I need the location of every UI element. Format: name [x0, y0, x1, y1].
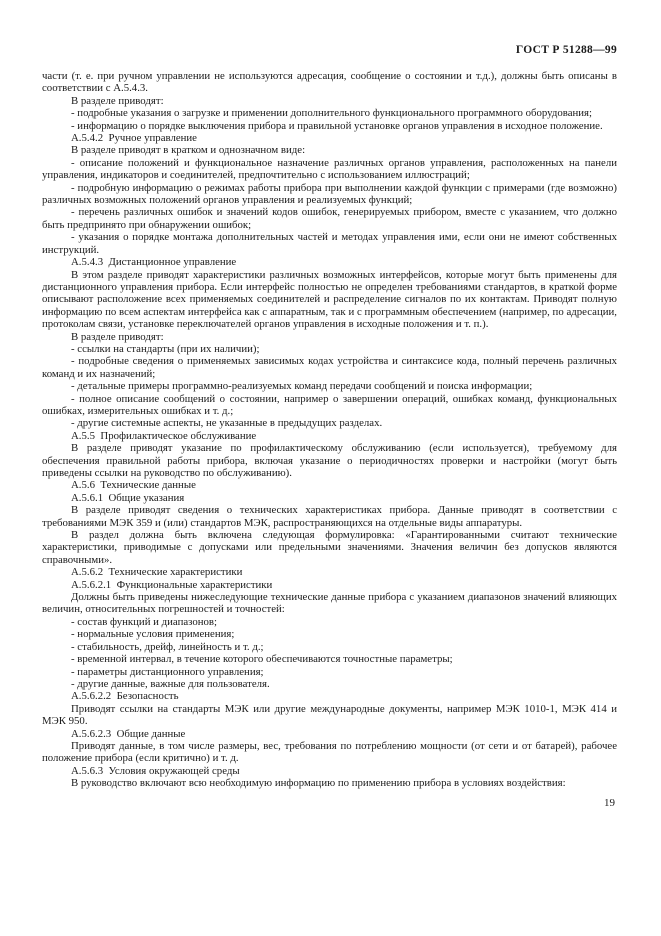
paragraph: Должны быть приведены нижеследующие технические данные прибора с указанием диапазонов значений влияющих величин, относительных погрешностей и точностей: [42, 591, 617, 616]
list-item: - описание положений и функциональное назначение различных органов управления, расположенных на панели управления, индикаторов и соединителей, предпочтительно с использованием иллюстраций; [42, 156, 617, 182]
paragraph: В раздел должна быть включена следующая формулировка: «Гарантированными считают технические характеристики, приводимые с допусками или предельными значениями. Значения величин без допусков являются справочными». [42, 529, 617, 566]
paragraph: В руководство включают всю необходимую информацию по применению прибора в условиях воздействия: [71, 777, 566, 790]
paragraph: В этом разделе приводят характеристики различных возможных интерфейсов, которые могут быть применены для дистанционного управления прибора. Если интерфейс полностью не определен требованиями стандартов, в краткой форме описывают расположение всех применяемых соединителей и распределение сигналов по их контактам. Приводят полную информацию по всем аспектам интерфейса как с аппаратным, так и с программным обеспечением (например, по адресации, протоколам связи, установке переключателей органов управления в исходные положения и т. п.). [42, 268, 617, 331]
section-heading: А.5.6.2.2 Безопасность [71, 690, 179, 703]
list-item: - детальные примеры программно-реализуемых команд передачи сообщений и поиска информации; [71, 380, 533, 393]
section-heading: А.5.6.2.3 Общие данные [71, 727, 186, 740]
list-item: - состав функций и диапазонов; [71, 615, 218, 628]
document-body [42, 70, 617, 790]
section-heading: А.5.6 Технические данные [71, 479, 196, 492]
paragraph: В разделе приводят в кратком и однозначном виде: [71, 144, 306, 157]
paragraph: В разделе приводят указание по профилактическому обслуживанию (если используется), требуемому для обеспечения правильной работы прибора, включая указание о периодичностях проверки и настройки (могут быть приведены ссылки на руководство по обслуживанию). [42, 442, 617, 479]
paragraph: Приводят данные, в том числе размеры, вес, требования по потреблению мощности (от сети и от батарей), рабочее положение прибора (если критично) и т. д. [42, 739, 617, 765]
list-item: - временной интервал, в течение которого обеспечиваются точностные параметры; [71, 653, 453, 666]
list-item: - указания о порядке монтажа дополнительных частей и методах управления ими, если они не имеют собственных инструкций. [42, 231, 617, 256]
section-heading: А.5.4.3 Дистанционное управление [71, 256, 237, 269]
paragraph: В разделе приводят: [71, 330, 164, 343]
list-item: - подробные сведения о применяемых зависимых кодах устройства и синтаксисе кода, полный перечень различных команд и их назначений; [42, 355, 617, 380]
list-item: - полное описание сообщений о состоянии, например о завершении операций, ошибках команд, функциональных ошибках, измерительных ошибках и т. д.; [42, 392, 617, 417]
section-heading: А.5.6.3 Условия окружающей среды [71, 764, 240, 777]
list-item: - другие системные аспекты, не указанные в предыдущих разделах. [71, 417, 383, 430]
list-item: - нормальные условия применения; [71, 628, 235, 641]
list-item: - параметры дистанционного управления; [71, 665, 264, 678]
list-item: - перечень различных ошибок и значений кодов ошибок, генерируемых прибором, вместе с указанием, что должно быть предпринято при обнаружении ошибок; [42, 206, 617, 231]
list-item: - стабильность, дрейф, линейность и т. д.; [71, 640, 264, 653]
section-heading: А.5.6.2.1 Функциональные характеристики [71, 578, 273, 591]
paragraph: В разделе приводят: [71, 94, 164, 107]
section-heading: А.5.6.2 Технические характеристики [71, 566, 243, 579]
document-code-header: ГОСТ Р 51288—99 [515, 44, 617, 56]
section-heading: А.5.4.2 Ручное управление [71, 132, 197, 145]
list-item: - информацию о порядке выключения прибора и правильной установке органов управления в исходное положение. [71, 119, 603, 132]
list-item: - подробную информацию о режимах работы прибора при выполнении каждой функции с примерами (где возможно) различных возможных положений органов управления и реализуемых функций; [42, 181, 617, 207]
paragraph: В разделе приводят сведения о технических характеристиках прибора. Данные приводят в соответствии с требованиями МЭК 359 и (или) стандартов МЭК, распространяющихся на отдельные виды аппаратуры. [42, 504, 617, 529]
list-item: - ссылки на стандарты (при их наличии); [71, 342, 260, 355]
paragraph: части (т. е. при ручном управлении не используются адресация, сообщение о состоянии и т.д.), должны быть описаны в соответствии с А.5.4.3. [42, 70, 617, 95]
section-heading: А.5.6.1 Общие указания [71, 491, 185, 504]
paragraph: Приводят ссылки на стандарты МЭК или другие международные документы, например МЭК 1010-1, МЭК 414 и МЭК 950. [42, 702, 617, 728]
list-item: - подробные указания о загрузке и применении дополнительного функционального программного оборудования; [71, 107, 593, 120]
list-item: - другие данные, важные для пользователя. [71, 677, 270, 690]
section-heading: А.5.5 Профилактическое обслуживание [71, 429, 257, 442]
page-number: 19 [604, 796, 615, 809]
